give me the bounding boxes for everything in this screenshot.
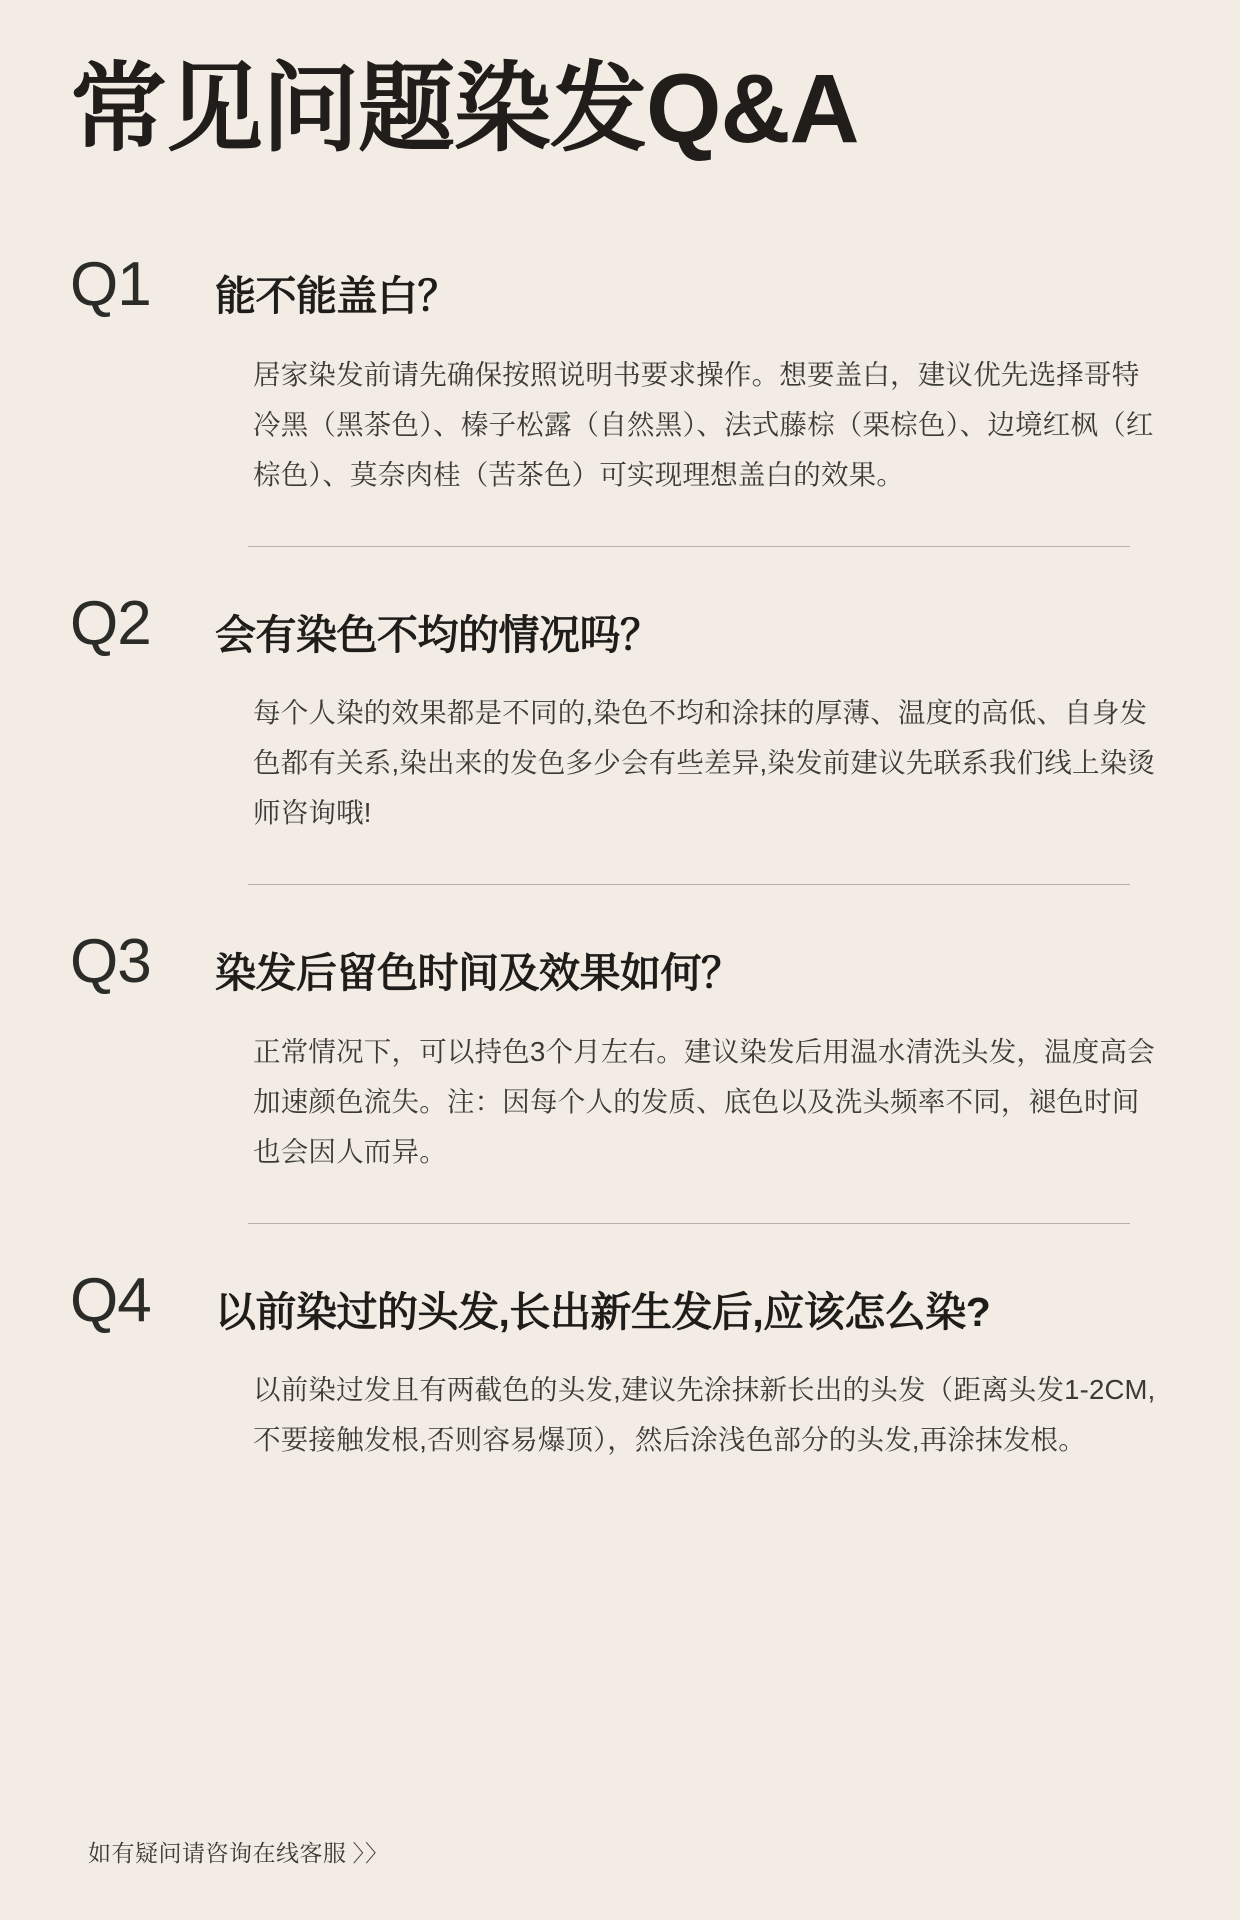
faq-answer: 居家染发前请先确保按照说明书要求操作。想要盖白，建议优先选择哥特冷黑（黑茶色）、榛子松露（自然黑）、法式藤棕（栗棕色）、边境红枫（红棕色）、莫奈肉桂（苦茶色）可实现理想盖白的效果。 xyxy=(253,358,1154,490)
spacer xyxy=(70,547,1170,609)
faq-answer: 每个人染的效果都是不同的,染色不均和涂抹的厚薄、温度的高低、自身发色都有关系,染出来的发色多少会有些差异,染发前建议先联系我们线上染烫师咨询哦! xyxy=(253,697,1156,829)
spacer xyxy=(70,885,1170,947)
faq-item-3 xyxy=(70,927,1170,1176)
faq-question: 以前染过的头发,长出新生发后,应该怎么染? xyxy=(215,1288,991,1335)
faq-index-label: Q2 xyxy=(70,588,151,658)
faq-question: 能不能盖白？ xyxy=(215,273,458,320)
faq-item-2 xyxy=(70,588,1170,838)
faq-item-1 xyxy=(70,250,1170,499)
contact-service-label: 如有疑问请咨询在线客服 xyxy=(88,1840,347,1866)
faq-answer: 正常情况下，可以持色3个月左右。建议染发后用温水清洗头发，温度高会加速颜色流失。注：因每个人的发质、底色以及洗头频率不同，褪色时间也会因人而异。 xyxy=(253,1035,1155,1167)
faq-item-4 xyxy=(70,1265,1170,1465)
faq-answer: 以前染过发且有两截色的头发,建议先涂抹新长出的头发（距离头发1-2CM,不要接触发根,否则容易爆顶），然后涂浅色部分的头发,再涂抹发根。 xyxy=(253,1374,1156,1456)
faq-list xyxy=(70,250,1170,1465)
page-title: 常见问题染发Q&A xyxy=(70,54,859,163)
faq-index-label: Q1 xyxy=(70,250,151,320)
faq-question: 会有染色不均的情况吗？ xyxy=(215,611,661,658)
faq-index-label: Q3 xyxy=(70,927,151,997)
faq-question: 染发后留色时间及效果如何？ xyxy=(215,950,742,997)
chevron-right-icon: 〉〉 xyxy=(352,1840,389,1866)
faq-index-label: Q4 xyxy=(70,1265,151,1335)
spacer xyxy=(70,1224,1170,1286)
contact-service-link[interactable] xyxy=(88,1835,389,1868)
